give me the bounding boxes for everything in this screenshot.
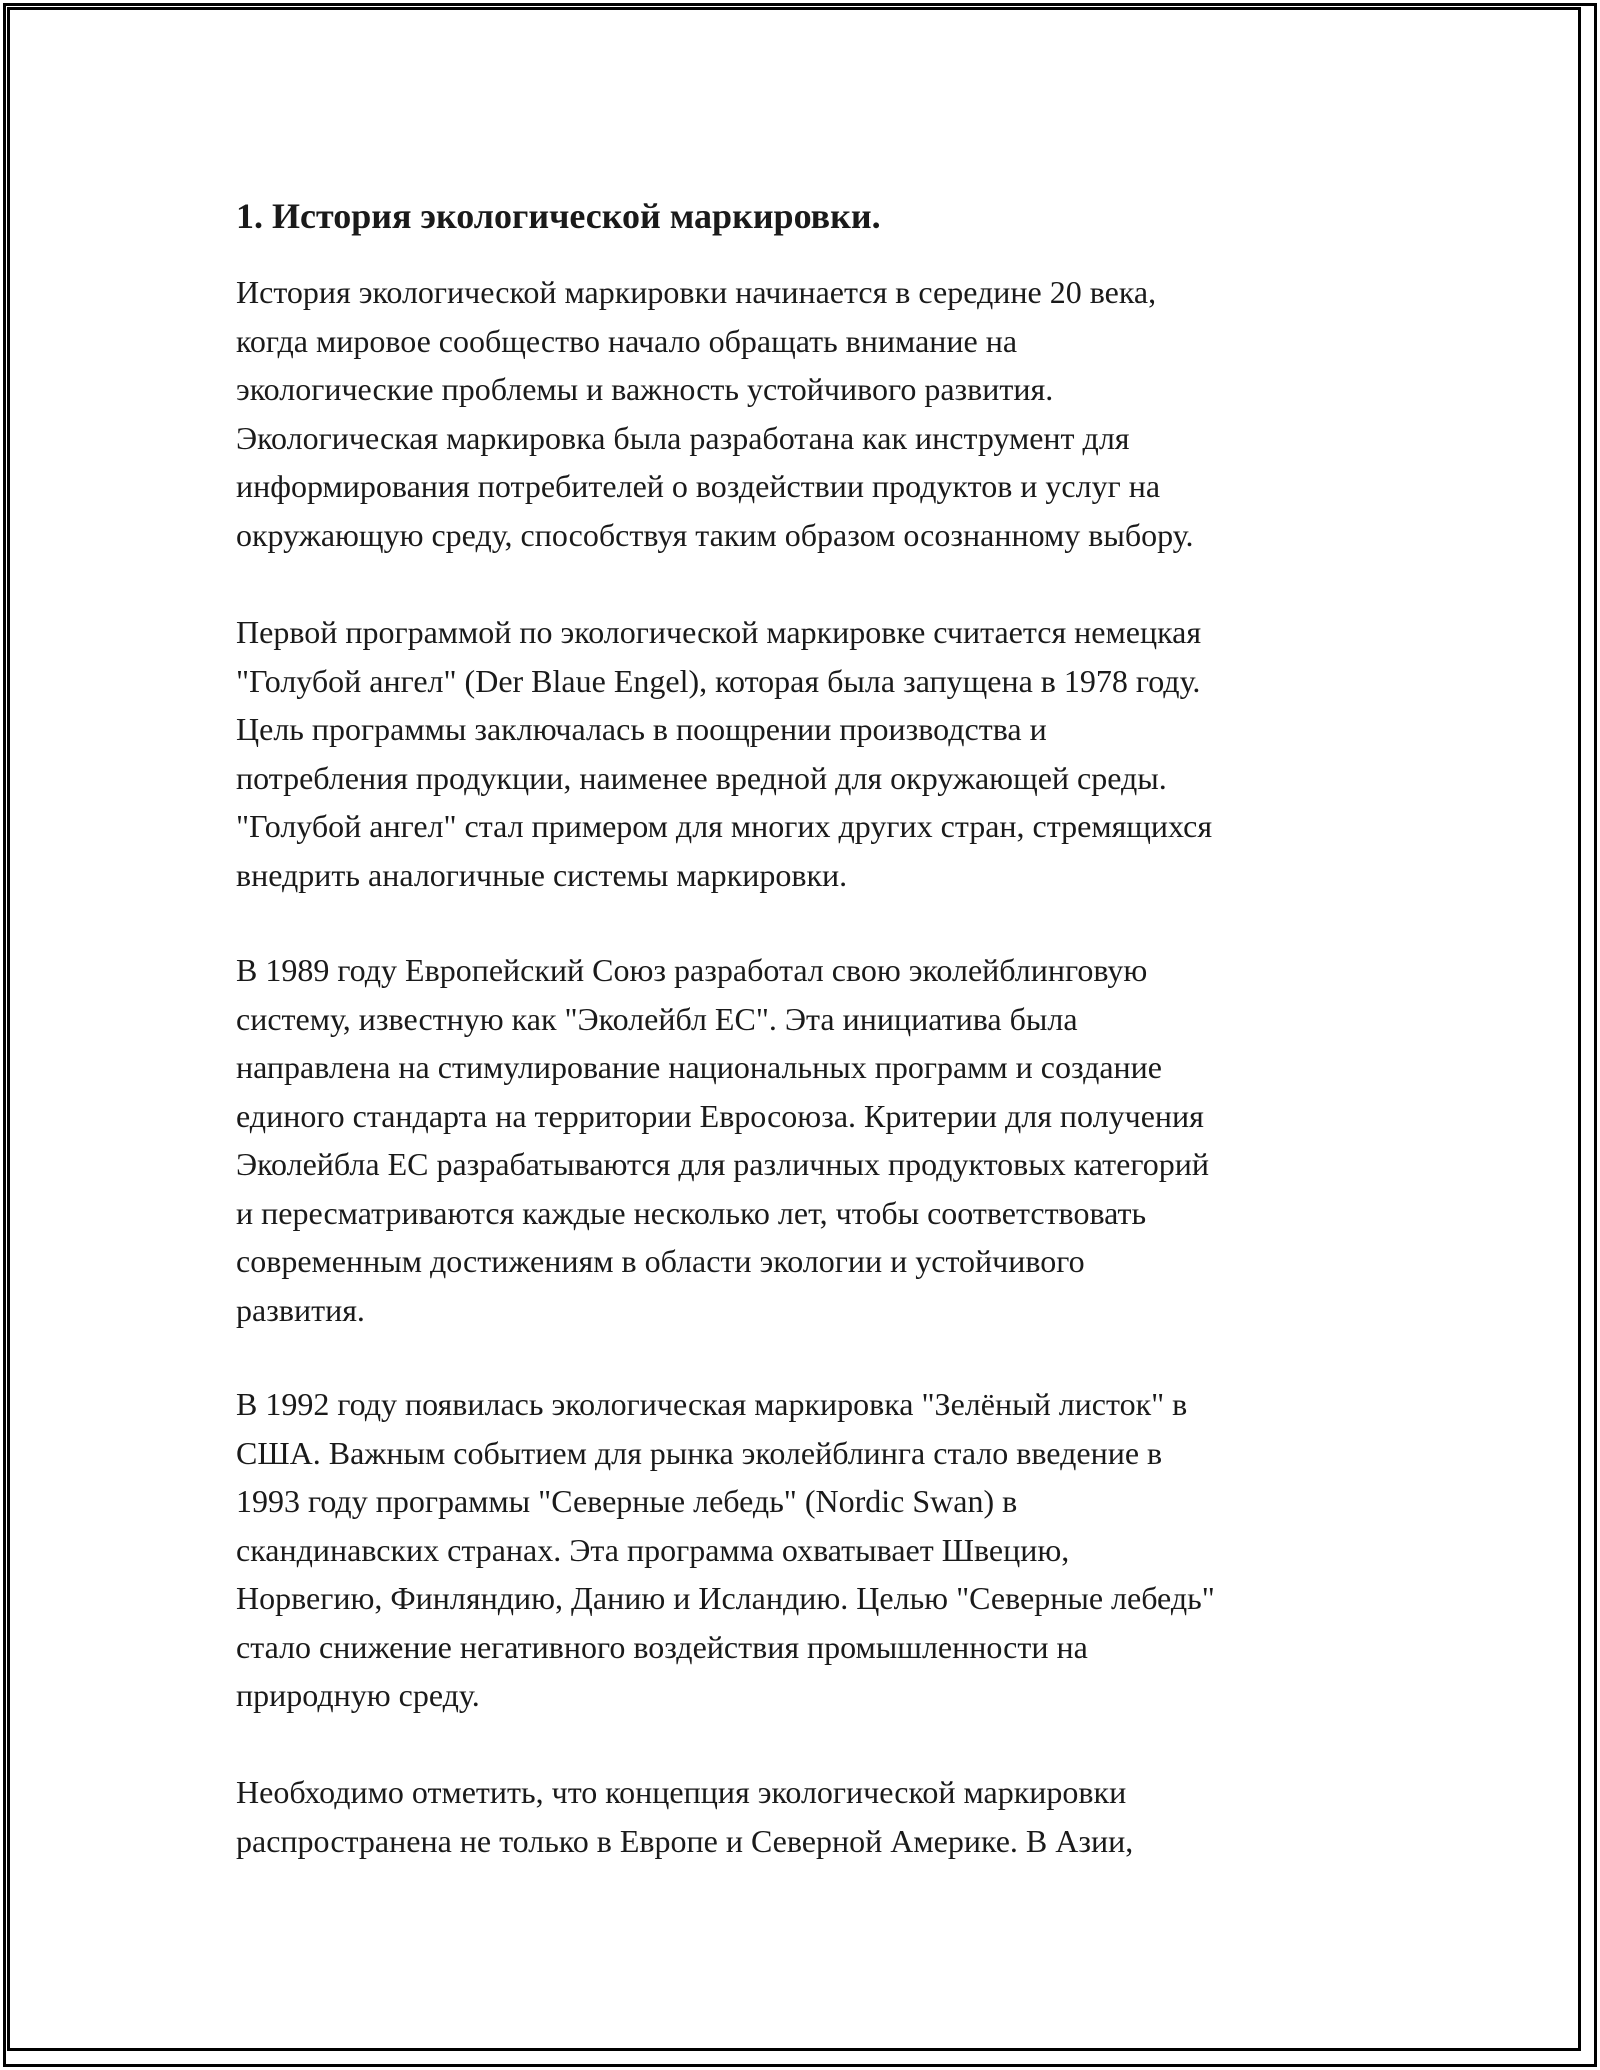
text-line: направлена на стимулирование национальных программ и создание xyxy=(236,1049,1162,1085)
text-line: В 1989 году Европейский Союз разработал свою эколейблинговую xyxy=(236,952,1148,988)
paragraph-4 xyxy=(236,1380,1416,1720)
text-line: Норвегию, Финляндию, Данию и Исландию. Целью "Северные лебедь" xyxy=(236,1580,1215,1616)
text-line: Цель программы заключалась в поощрении производства и xyxy=(236,711,1047,747)
text-line: Экологическая маркировка была разработана как инструмент для xyxy=(236,419,1130,456)
text-line: скандинавских странах. Эта программа охватывает Швецию, xyxy=(236,1531,1070,1568)
text-line: когда мировое сообщество начало обращать внимание на xyxy=(236,322,1018,359)
text-line: Необходимо отметить, что концепция экологической маркировки xyxy=(236,1774,1127,1810)
text-line: История экологической маркировки начинается в середине 20 века, xyxy=(236,274,1157,310)
text-line: окружающую среду, способствуя таким образом осознанному выбору. xyxy=(236,516,1194,553)
section-heading: 1. История экологической маркировки. xyxy=(236,196,881,236)
text-line: Эколейбла ЕС разрабатываются для различных продуктовых категорий xyxy=(236,1146,1209,1182)
text-line: современным достижениям в области экологии и устойчивого xyxy=(236,1243,1085,1279)
paragraph-5 xyxy=(236,1768,1416,1865)
text-line: В 1992 году появилась экологическая маркировка "Зелёный листок" в xyxy=(236,1386,1188,1422)
text-line: информирования потребителей о воздействии продуктов и услуг на xyxy=(236,468,1161,504)
text-line: стало снижение негативного воздействия промышленности на xyxy=(236,1628,1088,1665)
text-line: Первой программой по экологической маркировке считается немецкая xyxy=(236,614,1202,650)
text-line: распространена не только в Европе и Северной Америке. В Азии, xyxy=(236,1822,1134,1859)
text-line: внедрить аналогичные системы маркировки. xyxy=(236,856,848,893)
text-line: и пересматриваются каждые несколько лет, чтобы соответствовать xyxy=(236,1194,1147,1231)
text-line: систему, известную как "Эколейбл ЕС". Эта инициатива была xyxy=(236,1000,1078,1037)
paragraph-3 xyxy=(236,946,1416,1334)
text-line: природную среду. xyxy=(236,1677,480,1713)
text-line: "Голубой ангел" стал примером для многих других стран, стремящихся xyxy=(236,808,1213,844)
text-line: развития. xyxy=(236,1291,365,1328)
text-line: США. Важным событием для рынка эколейблинга стало введение в xyxy=(236,1434,1163,1471)
text-line: экологические проблемы и важность устойчивого развития. xyxy=(236,371,1054,407)
text-line: потребления продукции, наименее вредной для окружающей среды. xyxy=(236,759,1167,796)
paragraph-2 xyxy=(236,608,1416,899)
text-line: "Голубой ангел" (Der Blaue Engel), которая была запущена в 1978 году. xyxy=(236,662,1201,699)
text-line: 1993 году программы "Северные лебедь" (Nordic Swan) в xyxy=(236,1483,1018,1519)
text-line: единого стандарта на территории Евросоюза. Критерии для получения xyxy=(236,1097,1204,1134)
paragraph-1 xyxy=(236,268,1416,559)
